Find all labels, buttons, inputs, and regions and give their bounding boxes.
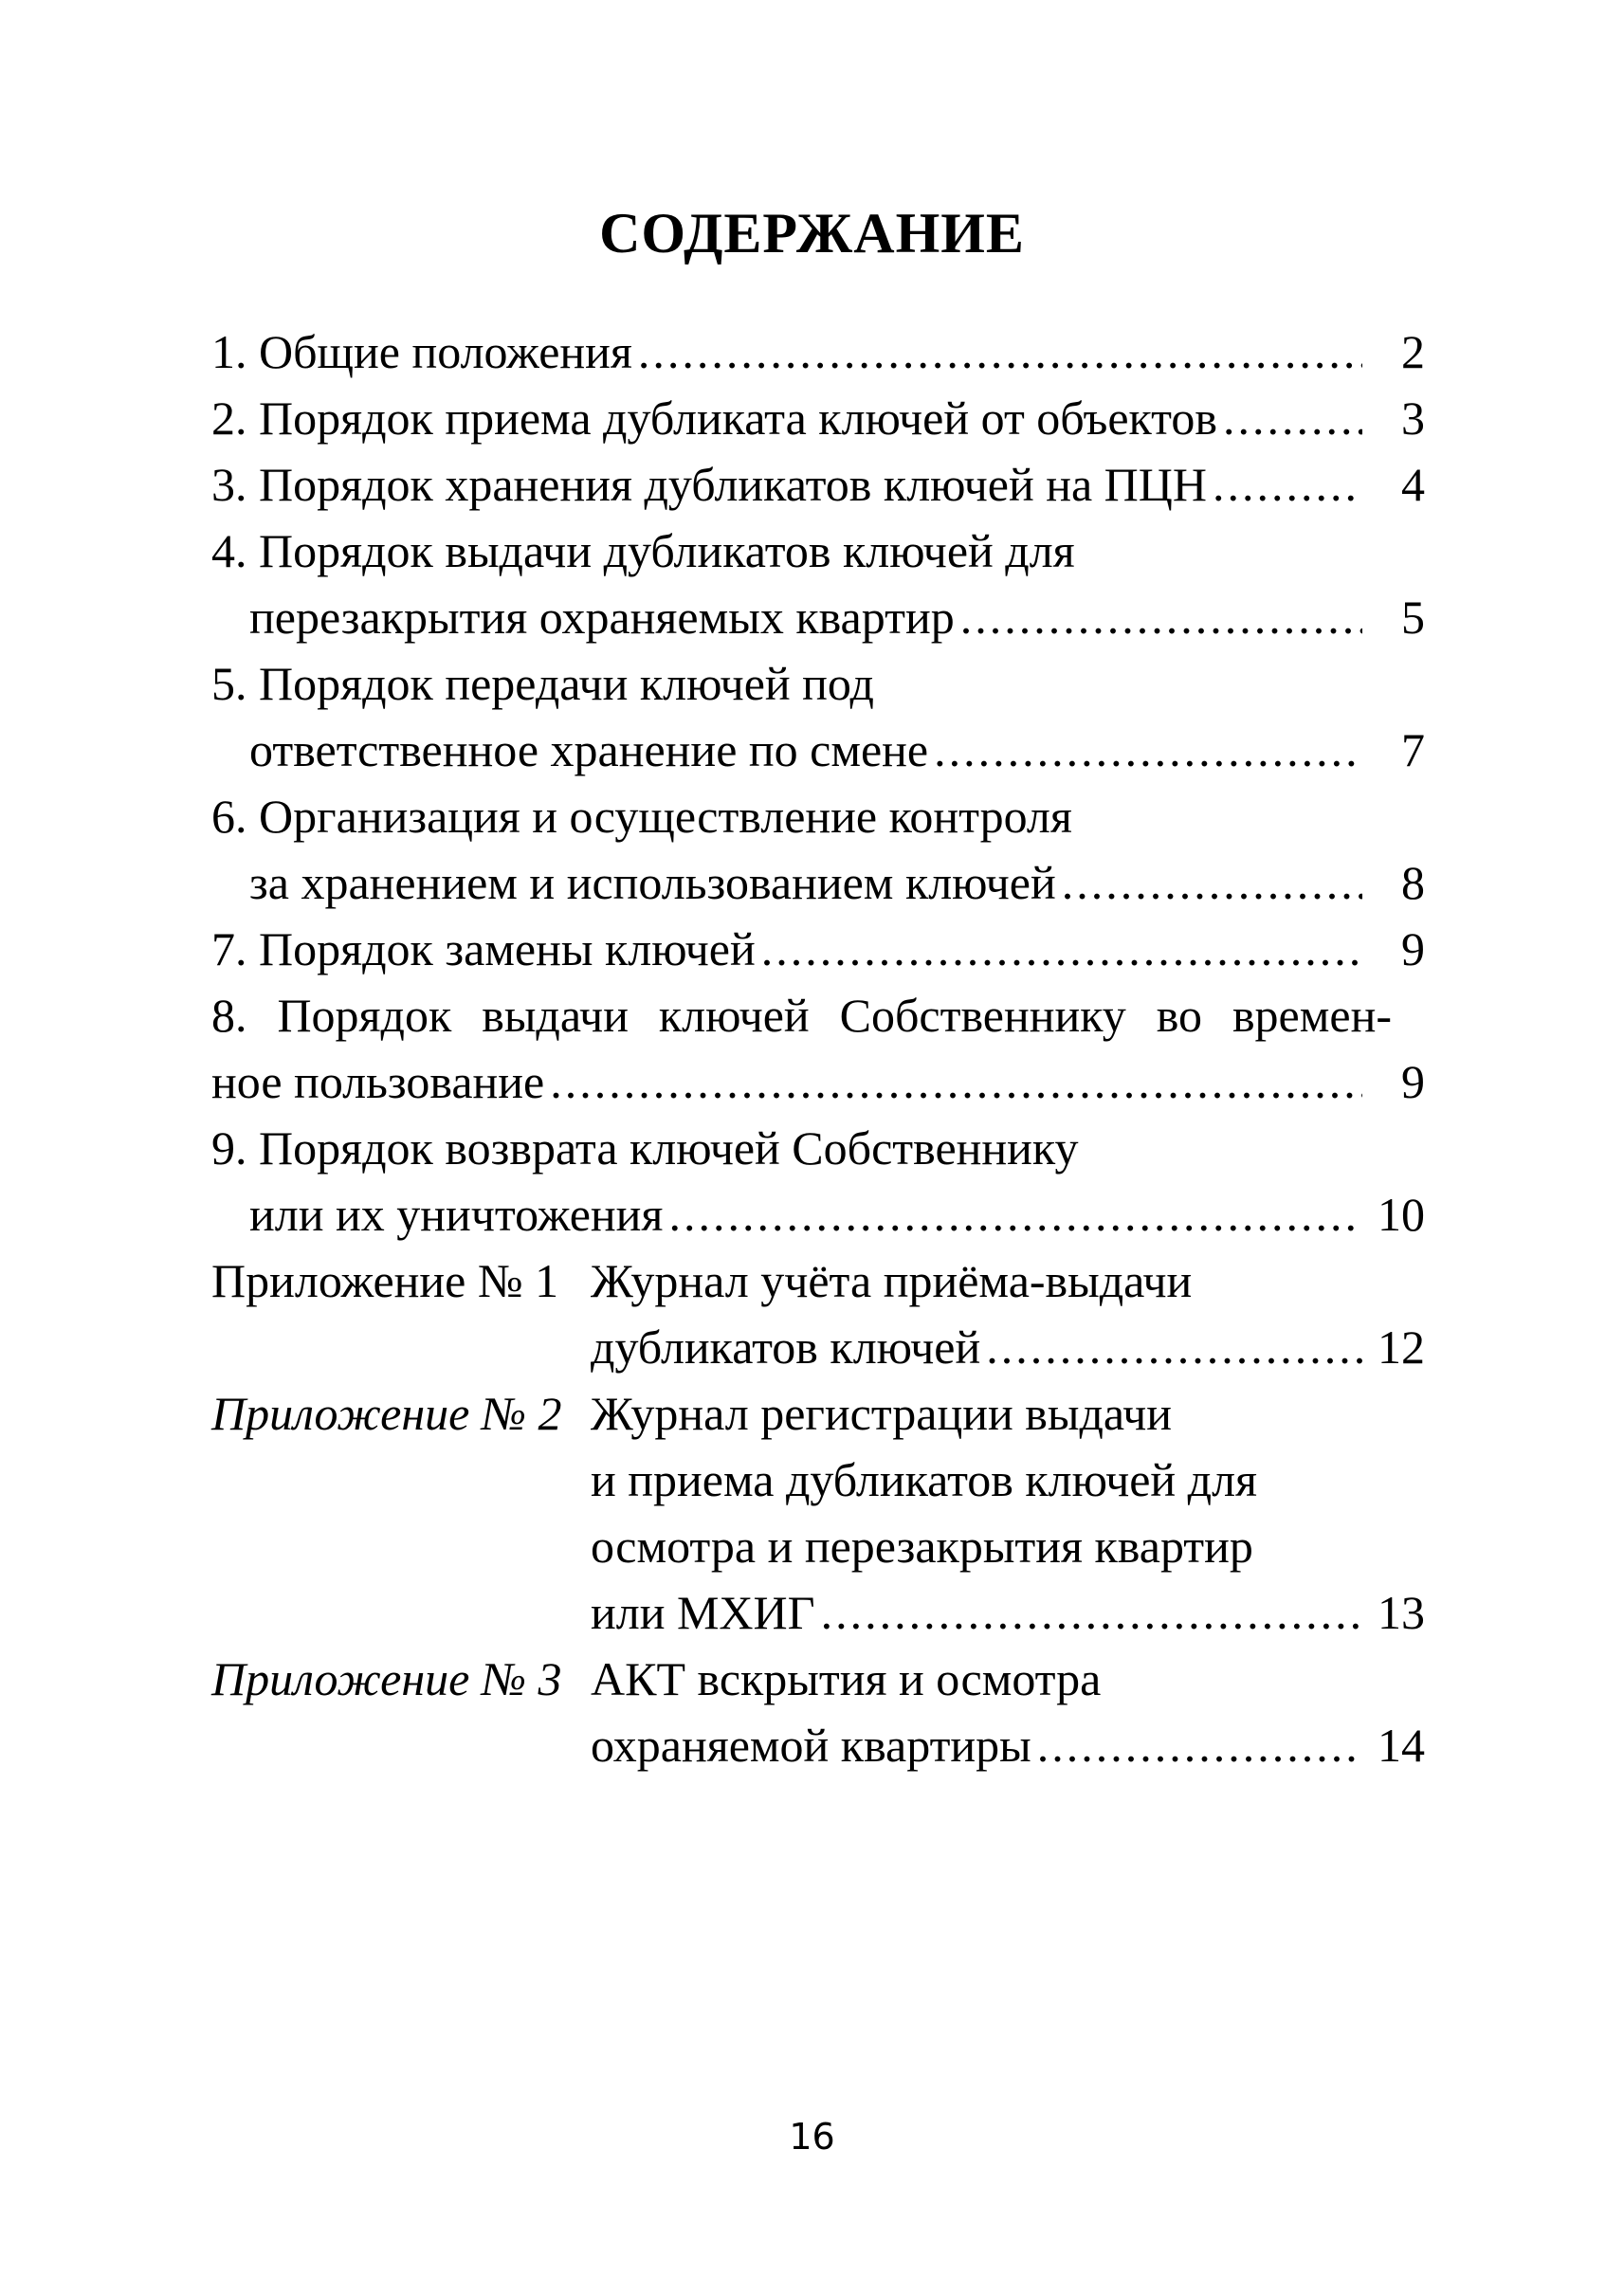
toc-entry-page: 7 bbox=[1401, 723, 1425, 776]
page-number: 16 bbox=[789, 2116, 835, 2158]
toc-entry-line2[interactable] bbox=[211, 1048, 1425, 1115]
toc-entry-line1[interactable] bbox=[211, 518, 1425, 584]
appendix-page: 12 bbox=[1378, 1321, 1425, 1374]
toc-entry-page: 4 bbox=[1401, 458, 1425, 511]
toc-entry-line1[interactable] bbox=[211, 982, 1392, 1048]
toc-entry-title-cont: за хранением и использованием ключей bbox=[249, 856, 1056, 909]
toc-leader-dots bbox=[986, 1314, 1362, 1380]
appendix-title-cont: осмотра и перезакрытия квартир bbox=[591, 1520, 1253, 1573]
appendix-page: 13 bbox=[1378, 1586, 1425, 1639]
toc-entry-title: 2. Порядок приема дубликата ключей от объектов bbox=[211, 392, 1217, 445]
appendix-page: 14 bbox=[1378, 1719, 1425, 1772]
appendix-title-cont: охраняемой квартиры bbox=[591, 1719, 1031, 1772]
toc-entry-page: 9 bbox=[1401, 1055, 1425, 1108]
appendix-entry-line1[interactable] bbox=[211, 1646, 1425, 1712]
appendix-label: Приложение № 2 bbox=[211, 1387, 562, 1440]
appendix-entry-line3 bbox=[211, 1513, 1425, 1579]
toc-leader-dots bbox=[638, 319, 1362, 385]
appendix-title: Журнал регистрации выдачи bbox=[591, 1387, 1173, 1440]
appendix-entry-line2[interactable] bbox=[211, 1314, 1425, 1380]
page-title: СОДЕРЖАНИЕ bbox=[599, 202, 1025, 264]
toc-entry-title: 7. Порядок замены ключей bbox=[211, 922, 756, 975]
toc-entry-title: 8. Порядок выдачи ключей Собственнику во времен- bbox=[211, 989, 1392, 1042]
toc-leader-dots bbox=[1223, 385, 1362, 451]
appendix-entry-line1[interactable] bbox=[211, 1380, 1425, 1447]
toc-entry-title: 6. Организация и осуществление контроля bbox=[211, 790, 1072, 843]
toc-entry[interactable] bbox=[211, 916, 1425, 982]
toc-entry-title-cont: или их уничтожения bbox=[249, 1188, 664, 1241]
appendix-title: Журнал учёта приёма-выдачи bbox=[591, 1254, 1193, 1307]
toc-entry-title: 1. Общие положения bbox=[211, 325, 632, 378]
appendix-title-cont: и приема дубликатов ключей для bbox=[591, 1453, 1258, 1506]
appendix-entry-line4[interactable] bbox=[211, 1579, 1425, 1646]
appendix-entry-line1[interactable] bbox=[211, 1248, 1425, 1314]
toc-entry[interactable] bbox=[211, 385, 1425, 451]
table-of-contents bbox=[211, 319, 1425, 1778]
toc-leader-dots bbox=[960, 584, 1362, 650]
toc-leader-dots bbox=[934, 717, 1362, 783]
toc-leader-dots bbox=[1213, 451, 1362, 518]
toc-entry-title: 9. Порядок возврата ключей Собственнику bbox=[211, 1121, 1079, 1175]
toc-entry-page: 2 bbox=[1401, 325, 1425, 378]
toc-entry-page: 8 bbox=[1401, 856, 1425, 909]
appendix-label: Приложение № 3 bbox=[211, 1652, 562, 1705]
toc-entry[interactable] bbox=[211, 451, 1425, 518]
toc-entry-line2[interactable] bbox=[211, 849, 1425, 916]
toc-leader-dots bbox=[550, 1048, 1362, 1115]
toc-entry-line1[interactable] bbox=[211, 650, 1425, 717]
toc-entry-title-cont: перезакрытия охраняемых квартир bbox=[249, 591, 955, 644]
appendix-entry-line2 bbox=[211, 1447, 1425, 1513]
toc-leader-dots bbox=[1062, 849, 1362, 916]
toc-entry-title: 4. Порядок выдачи дубликатов ключей для bbox=[211, 524, 1075, 577]
toc-leader-dots bbox=[821, 1579, 1362, 1646]
appendix-entry-line2[interactable] bbox=[211, 1712, 1425, 1778]
toc-entry[interactable] bbox=[211, 319, 1425, 385]
toc-entry-line2[interactable] bbox=[211, 717, 1425, 783]
toc-entry-title: 3. Порядок хранения дубликатов ключей на ПЦН bbox=[211, 458, 1207, 511]
toc-leader-dots bbox=[668, 1181, 1362, 1248]
toc-entry-line2[interactable] bbox=[211, 584, 1425, 650]
toc-entry-title: 5. Порядок передачи ключей под bbox=[211, 657, 874, 710]
appendix-title-cont: или МХИГ bbox=[591, 1586, 815, 1639]
toc-entry-line1[interactable] bbox=[211, 783, 1425, 849]
toc-entry-page: 10 bbox=[1378, 1188, 1425, 1241]
toc-entry-title-cont: ное пользование bbox=[211, 1055, 545, 1108]
toc-entry-page: 3 bbox=[1401, 392, 1425, 445]
toc-entry-page: 5 bbox=[1401, 591, 1425, 644]
toc-entry-title-cont: ответственное хранение по смене bbox=[249, 723, 929, 776]
appendix-title-cont: дубликатов ключей bbox=[591, 1321, 981, 1374]
toc-entry-line1[interactable] bbox=[211, 1115, 1425, 1181]
toc-entry-line2[interactable] bbox=[211, 1181, 1425, 1248]
toc-leader-dots bbox=[761, 916, 1362, 982]
toc-entry-page: 9 bbox=[1401, 922, 1425, 975]
appendix-title: АКТ вскрытия и осмотра bbox=[591, 1652, 1102, 1705]
toc-leader-dots bbox=[1037, 1712, 1362, 1778]
appendix-label: Приложение № 1 bbox=[211, 1254, 559, 1307]
